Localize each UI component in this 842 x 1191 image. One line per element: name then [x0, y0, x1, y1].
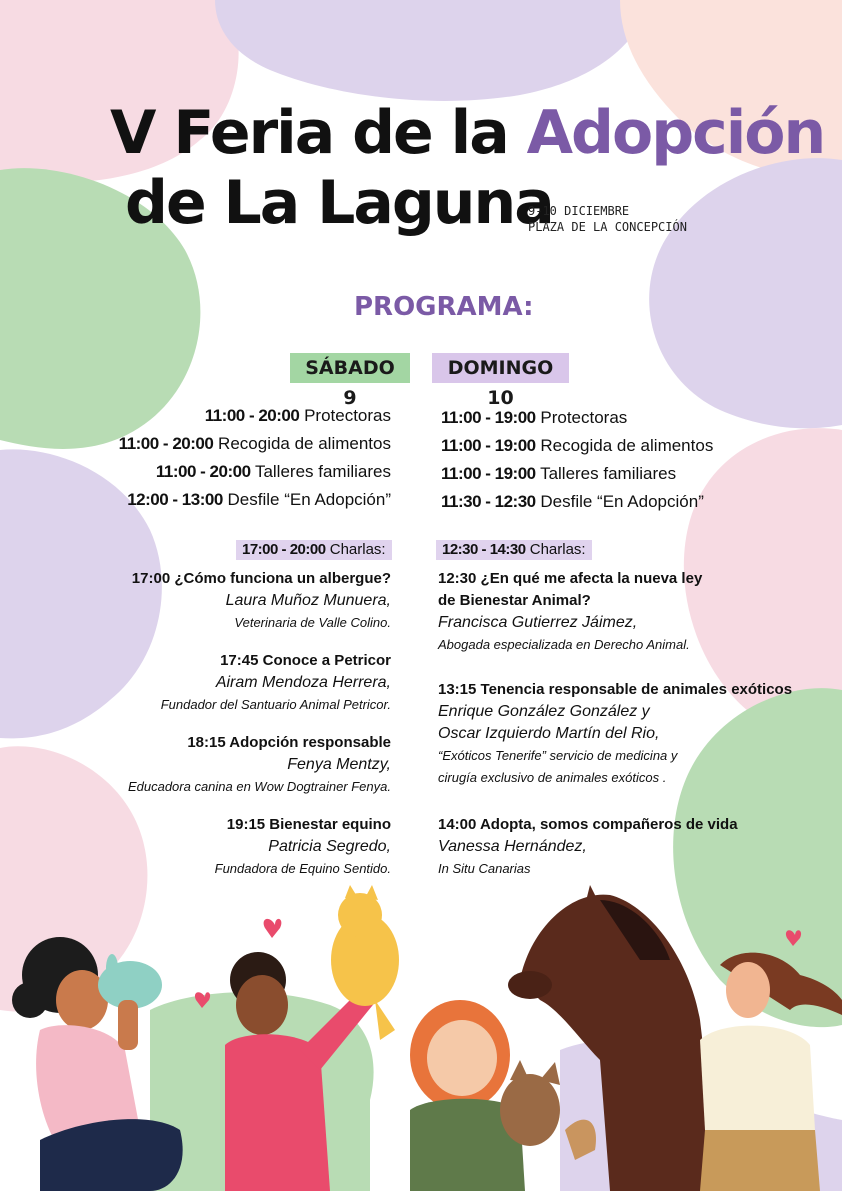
title-accent: Adopción — [526, 98, 825, 168]
title-line2: de La Laguna — [125, 168, 553, 238]
saturday-talk — [128, 732, 391, 798]
talk-speaker: Airam Mendoza Herrera, — [215, 674, 391, 691]
talk-org: Veterinaria de Valle Colino. — [234, 615, 391, 630]
talk-title: 18:15 Adopción responsable — [187, 734, 391, 751]
sunday-charlas-header: 12:30 - 14:30 Charlas: — [436, 540, 592, 560]
schedule-row: 12:00 - 13:00 Desfile “En Adopción” — [127, 490, 391, 509]
talk-speaker: Fenya Mentzy, — [287, 756, 391, 773]
event-title — [110, 98, 824, 238]
talk-title: 17:45 Conoce a Petricor — [220, 652, 391, 669]
sunday-schedule — [441, 404, 713, 516]
talk-org-cont: cirugía exclusivo de animales exóticos . — [438, 770, 667, 785]
title-prefix: V Feria de la — [110, 98, 527, 168]
schedule-row: 11:00 - 20:00 Recogida de alimentos — [118, 434, 391, 453]
talk-speaker-cont: Oscar Izquierdo Martín del Rio, — [438, 725, 660, 742]
saturday-talk — [132, 568, 391, 634]
schedule-row: 11:00 - 19:00 Protectoras — [441, 408, 628, 427]
talk-title: 12:30 ¿En qué me afecta la nueva ley — [438, 570, 703, 587]
talk-speaker: Vanessa Hernández, — [438, 838, 587, 855]
saturday-talk — [215, 814, 391, 880]
talk-org: Educadora canina en Wow Dogtrainer Fenya. — [127, 779, 391, 794]
event-info — [528, 203, 687, 235]
schedule-row: 11:00 - 20:00 Talleres familiares — [155, 462, 391, 481]
sunday-label: DOMINGO 10 — [432, 353, 569, 383]
schedule-row: 11:30 - 12:30 Desfile “En Adopción” — [441, 492, 704, 511]
talk-org: In Situ Canarias — [438, 861, 531, 876]
talk-org: Fundadora de Equino Sentido. — [214, 861, 391, 876]
saturday-talk — [161, 650, 391, 716]
event-dates: 9-10 DICIEMBRE — [528, 204, 630, 218]
talk-speaker: Enrique González González y — [438, 703, 650, 720]
talk-title: 14:00 Adopta, somos compañeros de vida — [438, 816, 738, 833]
programa-heading: PROGRAMA: — [354, 292, 534, 322]
talk-org: Abogada especializada en Derecho Animal. — [438, 637, 690, 652]
sunday-talk — [438, 568, 702, 656]
schedule-row: 11:00 - 19:00 Talleres familiares — [441, 464, 677, 483]
sunday-talk — [438, 679, 792, 789]
saturday-label: SÁBADO 9 — [290, 353, 410, 383]
talk-org: “Exóticos Tenerife” servicio de medicina y — [438, 748, 678, 763]
illustration-horse — [508, 885, 720, 1191]
event-place: PLAZA DE LA CONCEPCIÓN — [528, 220, 687, 234]
talk-title: 19:15 Bienestar equino — [226, 816, 391, 833]
saturday-charlas-header: 17:00 - 20:00 Charlas: — [236, 540, 392, 560]
talk-title: 13:15 Tenencia responsable de animales exóticos — [438, 681, 793, 698]
schedule-row: 11:00 - 19:00 Recogida de alimentos — [441, 436, 714, 455]
talk-speaker: Francisca Gutierrez Jáimez, — [438, 614, 638, 631]
talk-speaker: Laura Muñoz Munuera, — [225, 592, 391, 609]
talk-title-cont: de Bienestar Animal? — [438, 592, 591, 609]
schedule-row: 11:00 - 20:00 Protectoras — [204, 406, 391, 425]
lilac-blob-top — [215, 0, 650, 101]
saturday-schedule — [119, 402, 391, 514]
talk-org: Fundador del Santuario Animal Petricor. — [160, 697, 391, 712]
sunday-talk — [438, 814, 738, 880]
talk-title: 17:00 ¿Cómo funciona un albergue? — [131, 570, 391, 587]
talk-speaker: Patricia Segredo, — [268, 838, 391, 855]
